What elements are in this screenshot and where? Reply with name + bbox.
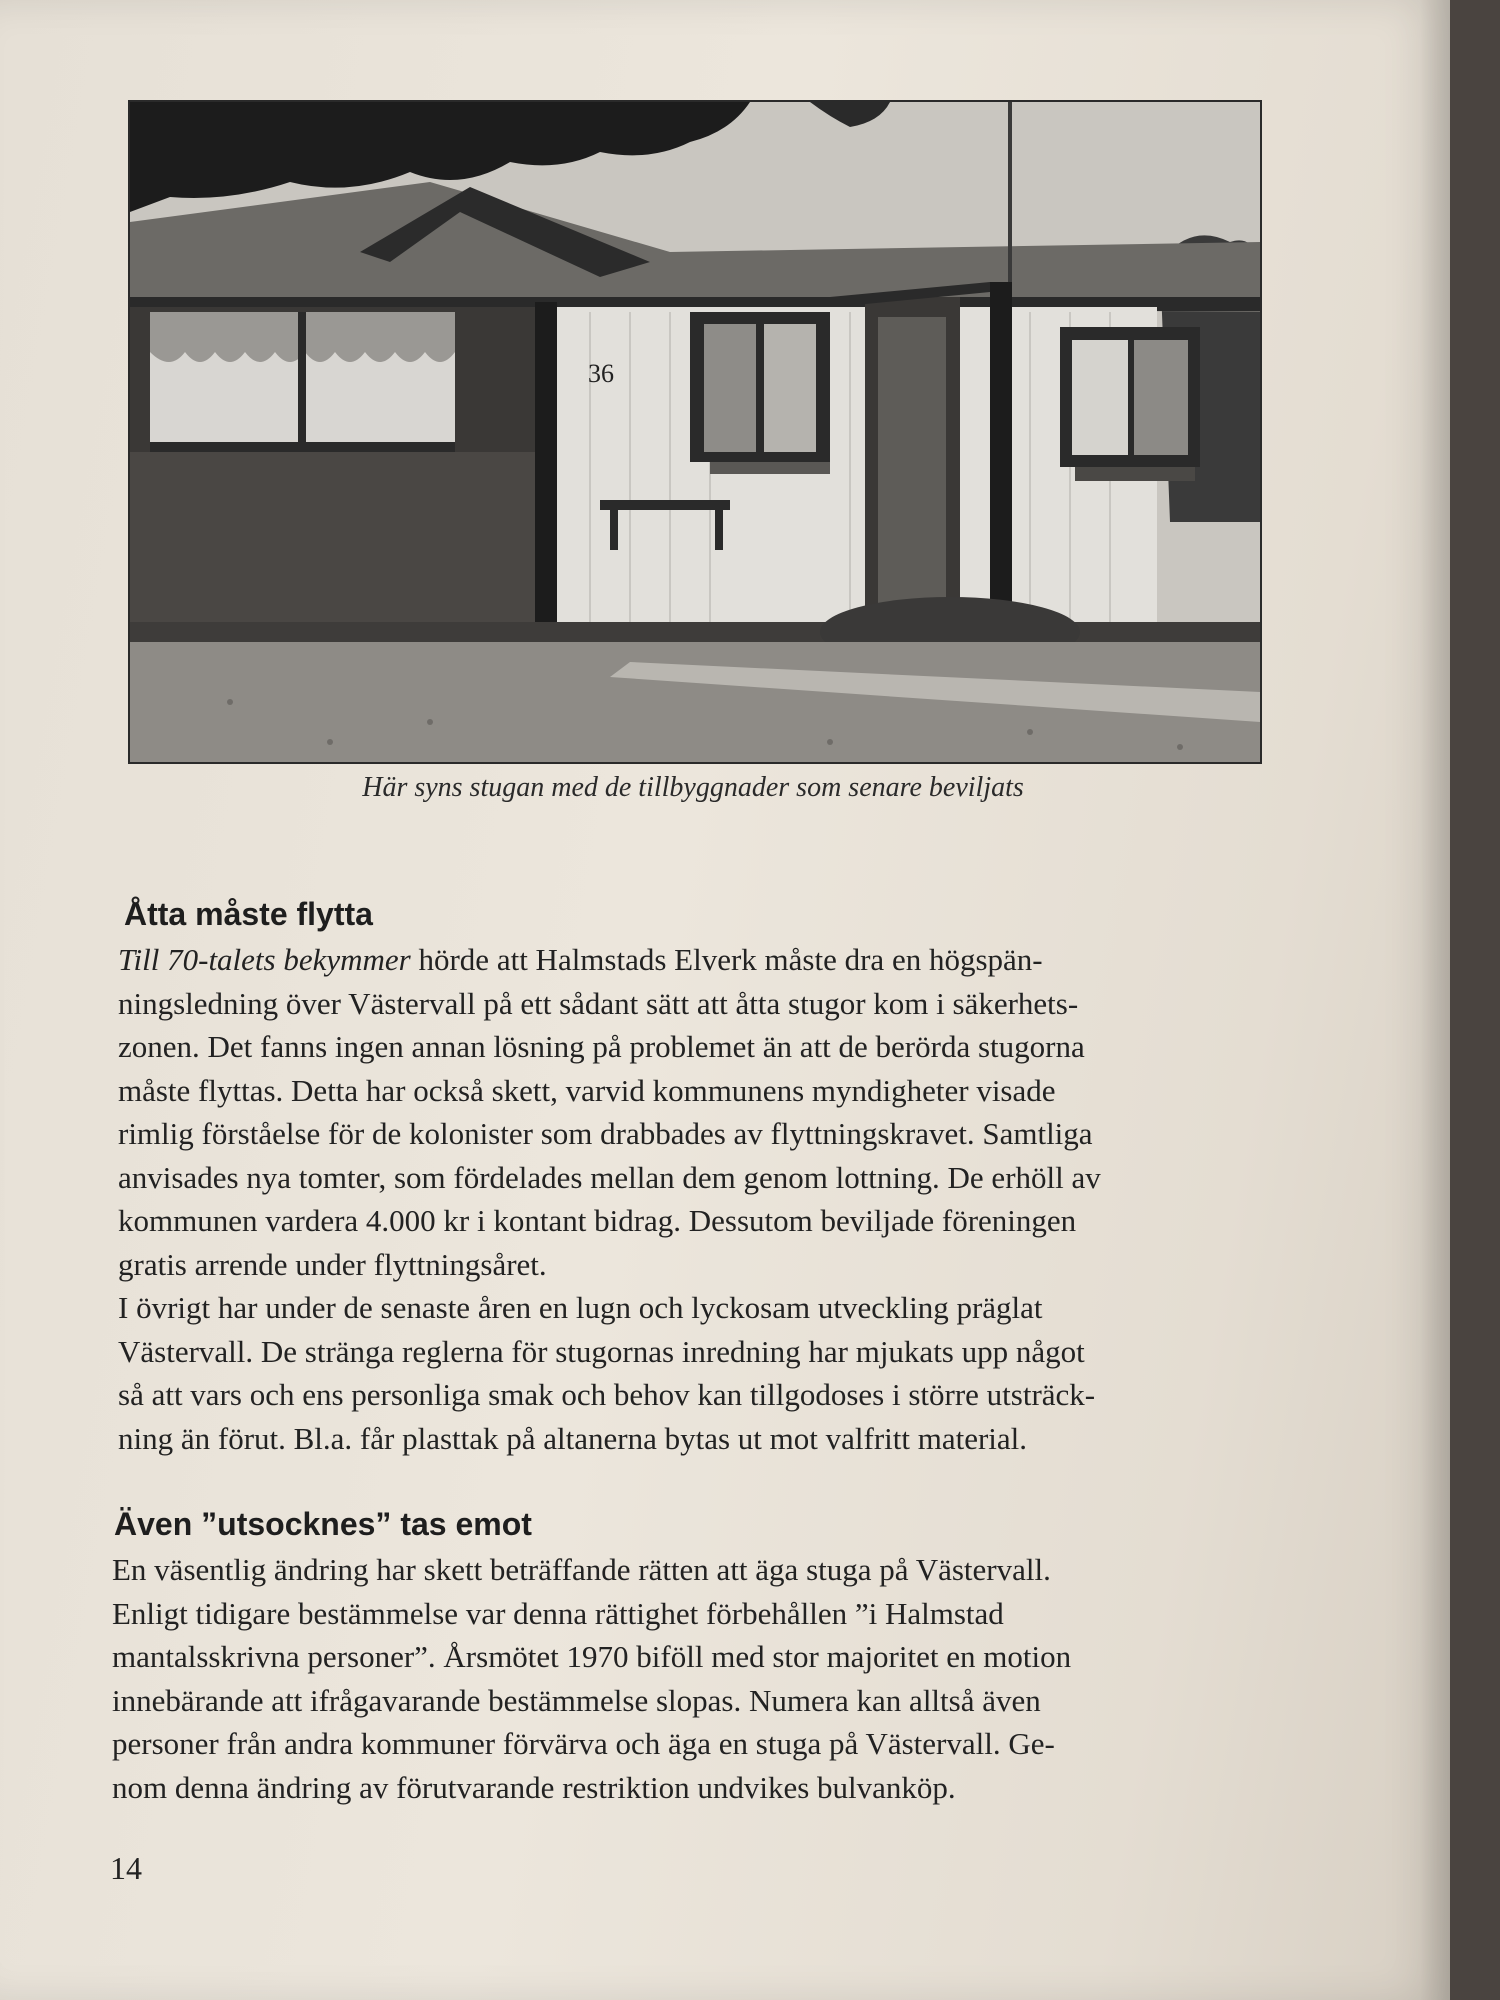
body-line: rimlig förståelse för de kolonister som drabbades av flyttningskravet. Samtliga	[118, 1116, 1093, 1151]
body-line: anvisades nya tomter, som fördelades mellan dem genom lottning. De erhöll av	[118, 1159, 1101, 1195]
body-line: I övrigt har under de senaste åren en lugn och lyckosam utveckling präglat	[118, 1290, 1043, 1325]
cottage-photo	[128, 100, 1262, 764]
body-line: så att vars och ens personliga smak och behov kan tillgodoses i större utsträck-	[118, 1377, 1096, 1412]
page-edge-shadow	[1420, 0, 1450, 2000]
section1-body	[118, 938, 1278, 1460]
cottage-photo-drawing	[130, 102, 1260, 762]
body-line-text: hörde att Halmstads Elverk måste dra en högspän-	[410, 942, 1043, 977]
section-heading-atta-maste-flytta: Åtta måste flytta	[124, 896, 373, 932]
page-number: 14	[110, 1850, 142, 1886]
body-line: Enligt tidigare bestämmelse var denna rättighet förbehållen ”i Halmstad	[112, 1595, 1004, 1631]
figure-caption: Här syns stugan med de tillbyggnader som senare beviljats	[362, 772, 1024, 803]
body-line: kommunen vardera 4.000 kr i kontant bidrag. Dessutom beviljade föreningen	[118, 1203, 1077, 1238]
body-line: Västervall. De stränga reglerna för stugornas inredning har mjukats upp något	[118, 1333, 1085, 1369]
body-line: innebärande att ifrågavarande bestämmelse slopas. Numera kan alltså även	[112, 1682, 1041, 1718]
section-heading-aven-utsocknes: Även ”utsocknes” tas emot	[114, 1506, 532, 1542]
body-line: ning än förut. Bl.a. får plasttak på altanerna bytas ut mot valfritt material.	[118, 1420, 1028, 1456]
body-line: En väsentlig ändring har skett beträffande rätten att äga stuga på Västervall.	[112, 1552, 1051, 1587]
body-line: måste flyttas. Detta har också skett, varvid kommunens myndigheter visade	[118, 1072, 1056, 1108]
body-line: nom denna ändring av förutvarande restriktion undvikes bulvanköp.	[112, 1769, 956, 1805]
body-line: ningsledning över Västervall på ett sådant sätt att åtta stugor kom i säkerhets-	[118, 985, 1079, 1021]
italic-lead: Till 70-talets bekymmer	[118, 942, 411, 977]
house-number: 36	[588, 359, 614, 388]
body-line: gratis arrende under flyttningsåret.	[118, 1246, 547, 1282]
body-line: personer från andra kommuner förvärva och äga en stuga på Västervall. Ge-	[112, 1726, 1055, 1761]
body-line: mantalsskrivna personer”. Årsmötet 1970 biföll med stor majoritet en motion	[112, 1639, 1072, 1674]
body-line: zonen. Det fanns ingen annan lösning på problemet än att de berörda stugorna	[118, 1029, 1085, 1064]
section2-body	[112, 1548, 1272, 1809]
body-line	[118, 938, 1278, 982]
